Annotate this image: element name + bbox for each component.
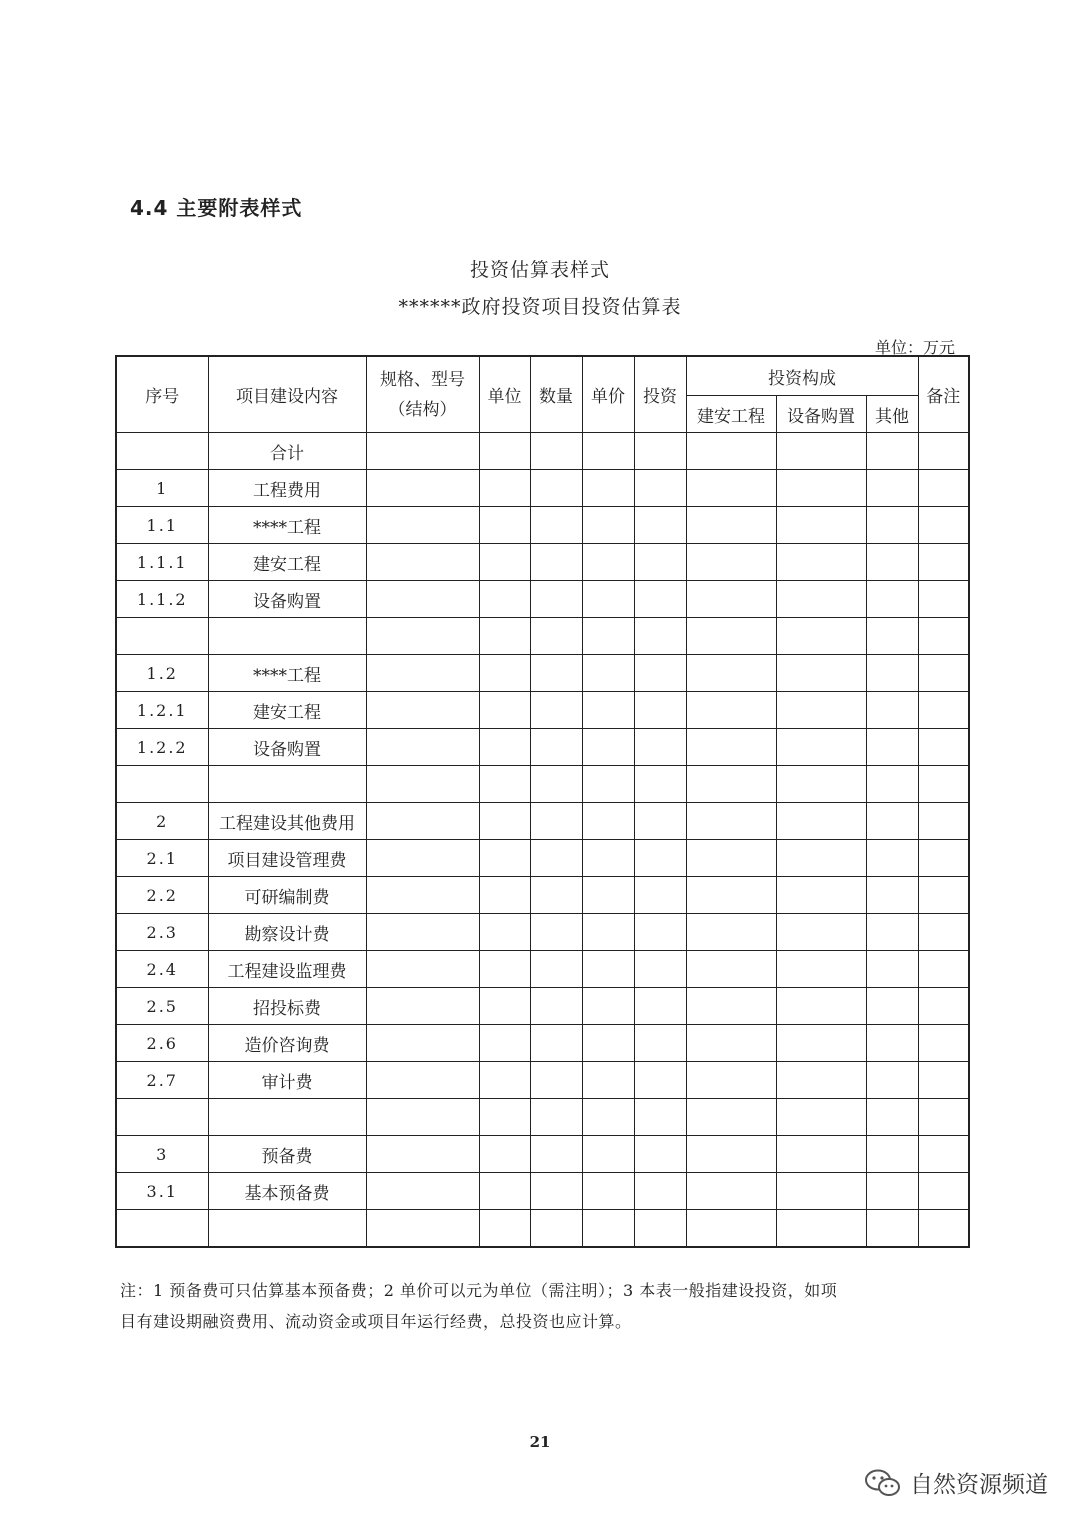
cell-equipment [776, 951, 866, 988]
cell-investment [634, 692, 686, 729]
cell-spec [366, 1173, 479, 1210]
cell-construction [686, 914, 776, 951]
table-row [116, 1136, 969, 1173]
cell-unit [479, 729, 530, 766]
cell-unit-price [582, 581, 634, 618]
cell-construction [686, 877, 776, 914]
cell-construction [686, 951, 776, 988]
table-row [116, 618, 969, 655]
header-other: 其他 [866, 396, 918, 433]
row-content [208, 766, 366, 803]
cell-quantity [530, 1173, 582, 1210]
unit-label: 单位：万元 [874, 338, 955, 357]
row-seq: 2.4 [116, 951, 208, 988]
page-number: 21 [529, 1433, 551, 1451]
row-content: 工程建设其他费用 [208, 803, 366, 840]
cell-remarks [918, 1210, 969, 1248]
investment-estimate-table [115, 355, 970, 1248]
cell-unit [479, 544, 530, 581]
cell-spec [366, 877, 479, 914]
row-seq: 1.1 [116, 507, 208, 544]
cell-remarks [918, 766, 969, 803]
cell-equipment [776, 692, 866, 729]
header-equipment: 设备购置 [776, 396, 866, 433]
cell-construction [686, 1099, 776, 1136]
cell-unit-price [582, 803, 634, 840]
cell-remarks [918, 544, 969, 581]
cell-quantity [530, 470, 582, 507]
cell-other [866, 729, 918, 766]
cell-spec [366, 840, 479, 877]
cell-unit [479, 1136, 530, 1173]
cell-other [866, 433, 918, 470]
cell-unit-price [582, 988, 634, 1025]
cell-other [866, 655, 918, 692]
cell-quantity [530, 692, 582, 729]
table-row [116, 655, 969, 692]
cell-unit-price [582, 951, 634, 988]
row-content [208, 618, 366, 655]
cell-quantity [530, 544, 582, 581]
cell-investment [634, 729, 686, 766]
cell-equipment [776, 1136, 866, 1173]
cell-quantity [530, 507, 582, 544]
cell-unit [479, 1210, 530, 1248]
table-row [116, 988, 969, 1025]
cell-unit [479, 766, 530, 803]
cell-equipment [776, 655, 866, 692]
cell-equipment [776, 1062, 866, 1099]
cell-equipment [776, 914, 866, 951]
cell-spec [366, 692, 479, 729]
row-content: 造价咨询费 [208, 1025, 366, 1062]
table-row [116, 433, 969, 470]
cell-other [866, 1210, 918, 1248]
cell-equipment [776, 1099, 866, 1136]
cell-investment [634, 470, 686, 507]
row-seq [116, 1210, 208, 1248]
cell-other [866, 766, 918, 803]
cell-quantity [530, 1062, 582, 1099]
cell-construction [686, 1062, 776, 1099]
row-content: 勘察设计费 [208, 914, 366, 951]
table-row [116, 766, 969, 803]
cell-unit-price [582, 507, 634, 544]
cell-other [866, 877, 918, 914]
cell-spec [366, 951, 479, 988]
cell-spec [366, 581, 479, 618]
cell-quantity [530, 877, 582, 914]
cell-other [866, 581, 918, 618]
row-content: 建安工程 [208, 544, 366, 581]
cell-unit-price [582, 877, 634, 914]
cell-unit [479, 951, 530, 988]
cell-spec [366, 803, 479, 840]
cell-remarks [918, 729, 969, 766]
cell-construction [686, 840, 776, 877]
row-seq: 2.1 [116, 840, 208, 877]
table-row [116, 1173, 969, 1210]
wechat-icon [864, 1468, 902, 1498]
table-row [116, 507, 969, 544]
cell-other [866, 1099, 918, 1136]
cell-spec [366, 729, 479, 766]
cell-investment [634, 1173, 686, 1210]
cell-other [866, 840, 918, 877]
cell-remarks [918, 1099, 969, 1136]
cell-construction [686, 1173, 776, 1210]
cell-remarks [918, 1062, 969, 1099]
table-subtitle: ******政府投资项目投资估算表 [398, 296, 682, 318]
cell-quantity [530, 766, 582, 803]
table-title: 投资估算表样式 [469, 259, 610, 281]
cell-remarks [918, 470, 969, 507]
table-note [120, 1275, 960, 1337]
cell-equipment [776, 1025, 866, 1062]
cell-quantity [530, 803, 582, 840]
cell-remarks [918, 877, 969, 914]
header-quantity: 数量 [530, 356, 582, 433]
cell-unit-price [582, 655, 634, 692]
table-body [116, 433, 969, 1248]
cell-remarks [918, 655, 969, 692]
cell-other [866, 1062, 918, 1099]
cell-equipment [776, 433, 866, 470]
cell-unit [479, 618, 530, 655]
cell-quantity [530, 988, 582, 1025]
cell-investment [634, 1136, 686, 1173]
cell-construction [686, 729, 776, 766]
cell-spec [366, 470, 479, 507]
row-seq: 1.1.1 [116, 544, 208, 581]
cell-equipment [776, 766, 866, 803]
note-line-1: 注：1 预备费可只估算基本预备费；2 单价可以元为单位（需注明）；3 本表一般指建设投资，如项 [120, 1281, 838, 1300]
cell-quantity [530, 1099, 582, 1136]
cell-quantity [530, 655, 582, 692]
cell-unit-price [582, 1173, 634, 1210]
cell-unit [479, 433, 530, 470]
row-content: ****工程 [208, 655, 366, 692]
watermark [864, 1466, 1048, 1499]
cell-unit [479, 692, 530, 729]
cell-other [866, 692, 918, 729]
cell-equipment [776, 1210, 866, 1248]
table-row [116, 1062, 969, 1099]
cell-construction [686, 618, 776, 655]
cell-construction [686, 766, 776, 803]
cell-spec [366, 1025, 479, 1062]
row-content: 招投标费 [208, 988, 366, 1025]
header-seq: 序号 [116, 356, 208, 433]
cell-quantity [530, 618, 582, 655]
cell-quantity [530, 914, 582, 951]
cell-construction [686, 692, 776, 729]
row-seq [116, 766, 208, 803]
row-content: 审计费 [208, 1062, 366, 1099]
row-seq: 3 [116, 1136, 208, 1173]
watermark-text: 自然资源频道 [910, 1472, 1048, 1498]
table-row [116, 1099, 969, 1136]
table-row [116, 692, 969, 729]
header-investment: 投资 [634, 356, 686, 433]
row-seq [116, 1099, 208, 1136]
cell-unit-price [582, 433, 634, 470]
cell-quantity [530, 581, 582, 618]
cell-spec [366, 1099, 479, 1136]
cell-unit-price [582, 1210, 634, 1248]
cell-equipment [776, 803, 866, 840]
cell-spec [366, 618, 479, 655]
table-row [116, 877, 969, 914]
cell-spec [366, 1210, 479, 1248]
cell-investment [634, 507, 686, 544]
cell-equipment [776, 544, 866, 581]
cell-spec [366, 1062, 479, 1099]
table-row [116, 729, 969, 766]
cell-equipment [776, 877, 866, 914]
cell-investment [634, 544, 686, 581]
header-construction: 建安工程 [686, 396, 776, 433]
cell-other [866, 1136, 918, 1173]
cell-unit-price [582, 1136, 634, 1173]
cell-equipment [776, 1173, 866, 1210]
cell-investment [634, 766, 686, 803]
table-row [116, 581, 969, 618]
cell-investment [634, 951, 686, 988]
table-row [116, 840, 969, 877]
cell-quantity [530, 433, 582, 470]
cell-unit-price [582, 1025, 634, 1062]
cell-unit [479, 507, 530, 544]
cell-spec [366, 544, 479, 581]
cell-quantity [530, 1210, 582, 1248]
row-content: 合计 [208, 433, 366, 470]
cell-unit-price [582, 618, 634, 655]
cell-construction [686, 507, 776, 544]
cell-unit-price [582, 1099, 634, 1136]
table-row [116, 1025, 969, 1062]
row-content: 项目建设管理费 [208, 840, 366, 877]
cell-investment [634, 1062, 686, 1099]
row-content: 预备费 [208, 1136, 366, 1173]
cell-unit [479, 803, 530, 840]
header-spec-line2: （结构） [388, 399, 457, 420]
cell-construction [686, 803, 776, 840]
cell-investment [634, 988, 686, 1025]
row-seq: 2.2 [116, 877, 208, 914]
row-content: 可研编制费 [208, 877, 366, 914]
cell-unit-price [582, 1062, 634, 1099]
cell-unit-price [582, 914, 634, 951]
cell-spec [366, 655, 479, 692]
cell-remarks [918, 1025, 969, 1062]
cell-unit-price [582, 470, 634, 507]
row-seq [116, 433, 208, 470]
row-seq: 2.7 [116, 1062, 208, 1099]
cell-spec [366, 507, 479, 544]
row-seq: 1 [116, 470, 208, 507]
row-content: 工程费用 [208, 470, 366, 507]
cell-other [866, 507, 918, 544]
row-seq: 2.3 [116, 914, 208, 951]
note-line-2: 目有建设期融资费用、流动资金或项目年运行经费，总投资也应计算。 [120, 1312, 632, 1331]
row-seq: 2 [116, 803, 208, 840]
cell-other [866, 618, 918, 655]
row-content [208, 1210, 366, 1248]
cell-remarks [918, 840, 969, 877]
cell-remarks [918, 914, 969, 951]
cell-investment [634, 618, 686, 655]
row-content: 设备购置 [208, 729, 366, 766]
cell-investment [634, 877, 686, 914]
cell-other [866, 470, 918, 507]
cell-equipment [776, 840, 866, 877]
cell-remarks [918, 581, 969, 618]
cell-investment [634, 1099, 686, 1136]
cell-equipment [776, 729, 866, 766]
cell-equipment [776, 507, 866, 544]
cell-remarks [918, 1136, 969, 1173]
cell-unit [479, 470, 530, 507]
cell-remarks [918, 988, 969, 1025]
cell-remarks [918, 507, 969, 544]
cell-investment [634, 655, 686, 692]
cell-unit-price [582, 766, 634, 803]
cell-remarks [918, 692, 969, 729]
cell-unit [479, 1099, 530, 1136]
cell-equipment [776, 581, 866, 618]
cell-unit [479, 1062, 530, 1099]
row-seq [116, 618, 208, 655]
cell-other [866, 914, 918, 951]
cell-quantity [530, 951, 582, 988]
cell-construction [686, 544, 776, 581]
cell-investment [634, 581, 686, 618]
cell-remarks [918, 433, 969, 470]
cell-construction [686, 433, 776, 470]
cell-unit [479, 988, 530, 1025]
section-heading: 4.4 主要附表样式 [130, 196, 303, 220]
cell-equipment [776, 618, 866, 655]
cell-unit [479, 655, 530, 692]
cell-construction [686, 1025, 776, 1062]
header-remarks: 备注 [918, 356, 969, 433]
cell-construction [686, 655, 776, 692]
cell-spec [366, 766, 479, 803]
cell-remarks [918, 1173, 969, 1210]
cell-equipment [776, 470, 866, 507]
cell-unit-price [582, 544, 634, 581]
header-content: 项目建设内容 [208, 356, 366, 433]
cell-unit [479, 581, 530, 618]
cell-quantity [530, 1136, 582, 1173]
table-row [116, 544, 969, 581]
cell-construction [686, 581, 776, 618]
cell-equipment [776, 988, 866, 1025]
row-content: 基本预备费 [208, 1173, 366, 1210]
cell-other [866, 803, 918, 840]
table-row [116, 914, 969, 951]
row-content: 建安工程 [208, 692, 366, 729]
cell-quantity [530, 729, 582, 766]
cell-unit [479, 1025, 530, 1062]
cell-spec [366, 988, 479, 1025]
cell-construction [686, 988, 776, 1025]
cell-investment [634, 1025, 686, 1062]
cell-unit [479, 877, 530, 914]
row-content [208, 1099, 366, 1136]
cell-unit-price [582, 840, 634, 877]
row-content: 工程建设监理费 [208, 951, 366, 988]
cell-investment [634, 1210, 686, 1248]
row-seq: 2.6 [116, 1025, 208, 1062]
cell-unit [479, 840, 530, 877]
cell-spec [366, 914, 479, 951]
row-content: ****工程 [208, 507, 366, 544]
row-seq: 2.5 [116, 988, 208, 1025]
row-seq: 1.1.2 [116, 581, 208, 618]
row-seq: 1.2 [116, 655, 208, 692]
table-row [116, 803, 969, 840]
table-row [116, 951, 969, 988]
cell-other [866, 951, 918, 988]
cell-investment [634, 433, 686, 470]
cell-unit-price [582, 692, 634, 729]
cell-other [866, 1025, 918, 1062]
header-composition: 投资构成 [686, 356, 918, 396]
row-seq: 1.2.1 [116, 692, 208, 729]
table-row [116, 470, 969, 507]
cell-unit-price [582, 729, 634, 766]
cell-construction [686, 1210, 776, 1248]
table-row [116, 1210, 969, 1248]
header-spec-line1: 规格、型号 [380, 369, 465, 390]
cell-construction [686, 470, 776, 507]
header-unit-price: 单价 [582, 356, 634, 433]
cell-remarks [918, 803, 969, 840]
cell-unit [479, 1173, 530, 1210]
cell-other [866, 988, 918, 1025]
cell-quantity [530, 1025, 582, 1062]
header-spec [366, 356, 479, 433]
cell-quantity [530, 840, 582, 877]
row-seq: 1.2.2 [116, 729, 208, 766]
header-unit: 单位 [479, 356, 530, 433]
row-content: 设备购置 [208, 581, 366, 618]
cell-spec [366, 1136, 479, 1173]
cell-construction [686, 1136, 776, 1173]
cell-other [866, 1173, 918, 1210]
cell-investment [634, 803, 686, 840]
cell-remarks [918, 951, 969, 988]
cell-investment [634, 914, 686, 951]
cell-other [866, 544, 918, 581]
cell-remarks [918, 618, 969, 655]
cell-spec [366, 433, 479, 470]
cell-investment [634, 840, 686, 877]
row-seq: 3.1 [116, 1173, 208, 1210]
cell-unit [479, 914, 530, 951]
